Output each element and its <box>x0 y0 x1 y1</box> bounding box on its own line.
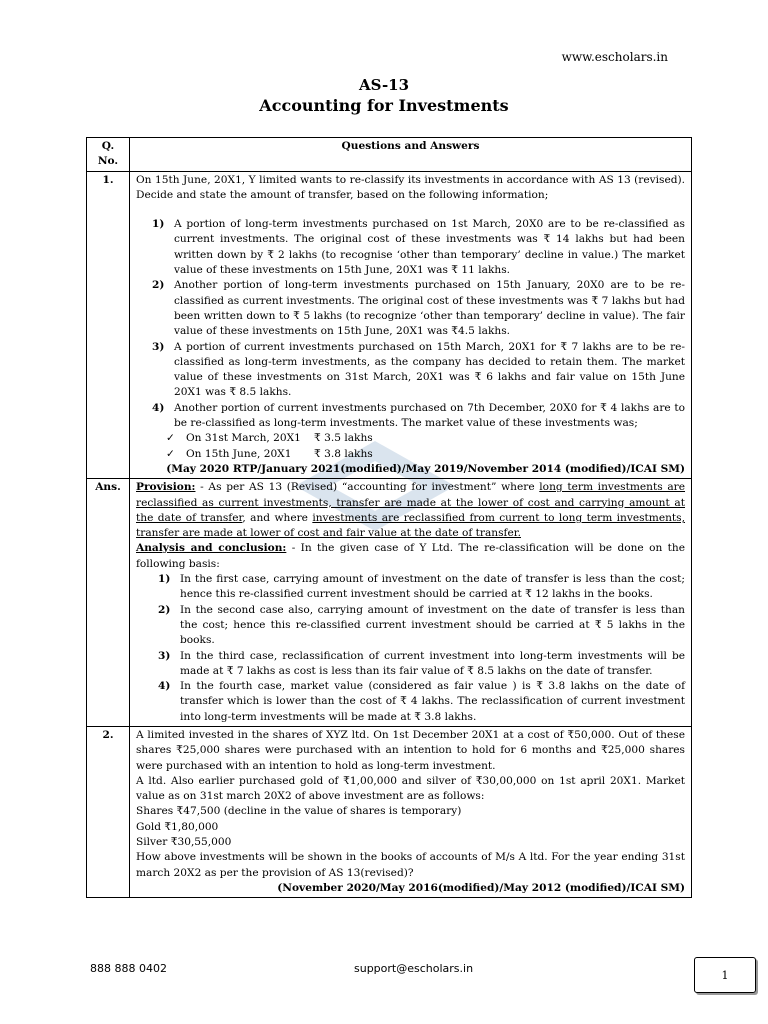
list-item: 4) In the fourth case, market value (considered as fair value ) is ₹ 3.8 lakhs on the date of transfer which is lower than the cost of ₹ 4 lakhs. The reclassification of current investment into long-term investments will be made at ₹ 3.8 lakhs. <box>158 680 685 723</box>
list-item: 1) A portion of long-term investments purchased on 1st March, 20X0 are to be re-classified as current investments. The original cost of these investments was ₹ 14 lakhs but had been written down by ₹ 2 lakhs (to recognise ‘other than temporary’ decline in value.) The market value of these investments on 15th June, 20X1 was ₹ 11 lakhs. <box>152 218 685 277</box>
question-2-para-3: How above investments will be shown in the books of accounts of M/s A ltd. For the year ending 31st march 20X2 as per the provision of AS 13(revised)? <box>136 851 685 879</box>
answer-row <box>87 479 692 727</box>
footer-phone: 888 888 0402 <box>90 962 167 975</box>
qa-table <box>86 137 692 898</box>
answer-label: Ans. <box>87 479 130 727</box>
table-header <box>87 138 692 172</box>
document-code: AS-13 <box>358 76 410 94</box>
question-row-2 <box>87 726 692 897</box>
question-2-reference: (November 2020/May 2016(modified)/May 2012 (modified)/ICAI SM) <box>277 881 685 894</box>
answer-body <box>130 479 692 727</box>
question-1-list <box>136 217 685 431</box>
question-2-line: Shares ₹47,500 (decline in the value of shares is temporary) <box>136 805 462 818</box>
page-number: 1 <box>694 957 756 993</box>
question-2-para-2: A ltd. Also earlier purchased gold of ₹1,00,000 and silver of ₹30,00,000 on 1st april 20X1. Market value as on 31st march 20X2 of above investment are as follows: <box>136 774 685 803</box>
answer-provision: Provision: - As per AS 13 (Revised) “accounting for investment” where long term investments are reclassified as current investments, transfer are made at the lower of cost and carrying amount at the date of transfer, and where investments are reclassified from current to long term investments, transfer are made at lower of cost and fair value at the date of transfer. <box>136 481 686 540</box>
question-2-line: Silver ₹30,55,000 <box>136 836 232 849</box>
question-number: 2. <box>87 726 130 897</box>
checkmark-icon: ✓ <box>166 432 175 445</box>
question-2-body <box>130 726 692 897</box>
question-2-para-1: A limited invested in the shares of XYZ ltd. On 1st December 20X1 at a cost of ₹50,000. Out of these shares ₹25,000 shares were purchased with an intention to hold for 6 months and ₹25,000 shares were purchased with an intention to hold as long-term investment. <box>136 728 685 772</box>
market-value-list <box>136 431 685 462</box>
question-2-line: Gold ₹1,80,000 <box>136 820 219 833</box>
question-row-1 <box>87 171 692 479</box>
question-1-intro: On 15th June, 20X1, Y limited wants to re-classify its investments in accordance with AS 13 (revised). Decide and state the amount of transfer, based on the following information; <box>136 173 685 201</box>
question-number: 1. <box>87 171 130 479</box>
question-1-body <box>130 171 692 479</box>
footer-email[interactable]: support@escholars.in <box>354 962 474 975</box>
col-header-no: Q. No. <box>87 138 130 172</box>
list-item: 2) In the second case also, carrying amount of investment on the date of transfer is less than the cost; hence this re-classified current investment should be carried at ₹ 5 lakhs in the books. <box>158 603 685 647</box>
list-item: 3) In the third case, reclassification of current investment into long-term investments will be made at ₹ 7 lakhs as cost is less than its fair value of ₹ 8.5 lakhs on the date of transfer. <box>158 649 685 677</box>
answer-analysis: Analysis and conclusion: - In the given case of Y Ltd. The re-classification will be done on the following basis: <box>136 542 685 570</box>
list-item: 3) A portion of current investments purchased on 15th March, 20X1 for ₹ 7 lakhs are to be re-classified as long-term investments, as the company has decided to retain them. The market value of these investments on 31st March, 20X1 was ₹ 6 lakhs and fair value on 15th June 20X1 was ₹ 8.5 lakhs. <box>152 340 685 399</box>
document-title: Accounting for Investments <box>259 96 509 115</box>
col-header-qa: Questions and Answers <box>130 138 692 172</box>
answer-list <box>136 572 685 725</box>
list-item: 2) Another portion of long-term investments purchased on 15th January, 20X0 are to be re-classified as current investments. The original cost of these investments was ₹ 7 lakhs but had been written down to ₹ 5 lakhs (to recognize ‘other than temporary’ decline in value). The fair value of these investments on 15th June, 20X1 was ₹4.5 lakhs. <box>152 279 685 338</box>
website-url[interactable]: www.escholars.in <box>561 50 668 64</box>
checkmark-icon: ✓ <box>166 447 175 460</box>
list-item: 1) In the first case, carrying amount of investment on the date of transfer is less than the cost; hence this re-classified current investment should be carried at ₹ 12 lakhs in the books. <box>158 573 685 601</box>
list-item: ✓ On 15th June, 20X1 ₹ 3.8 lakhs <box>136 447 685 462</box>
question-1-reference: (May 2020 RTP/January 2021(modified)/May 2019/November 2014 (modified)/ICAI SM) <box>166 462 685 475</box>
list-item: ✓ On 31st March, 20X1 ₹ 3.5 lakhs <box>136 431 685 446</box>
list-item: 4) Another portion of current investments purchased on 7th December, 20X0 for ₹ 4 lakhs are to be re-classified as long-term investments. The market value of these investments was; <box>152 401 685 430</box>
